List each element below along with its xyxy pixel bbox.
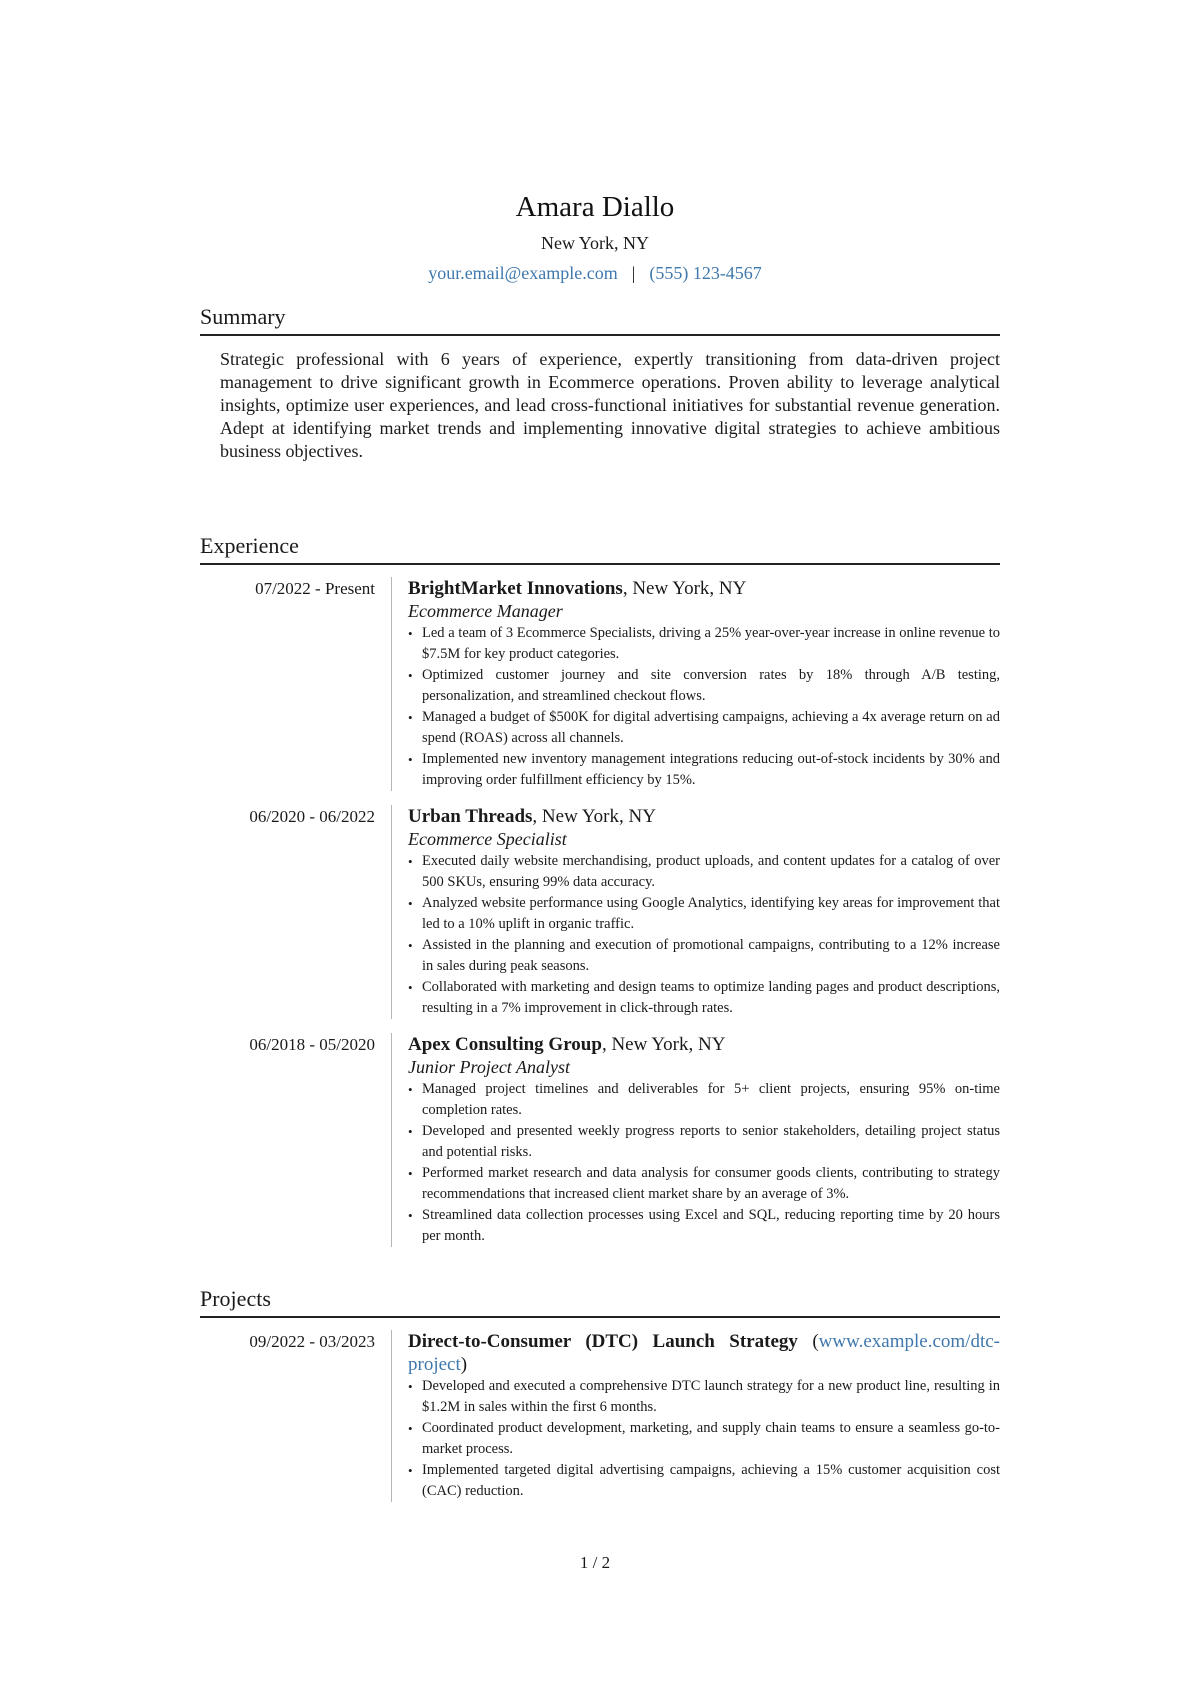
experience-entry [200,805,1000,1019]
email-link[interactable]: your.email@example.com [428,263,618,283]
bullet-item: • Developed and presented weekly progress reports to senior stakeholders, detailing project status and potential risks. [408,1121,1000,1163]
entry-dates: 06/2020 - 06/2022 [249,807,375,826]
entry-org [408,577,1000,600]
summary-section [200,302,1000,463]
bullet-item: • Developed and executed a comprehensive DTC launch strategy for a new product line, resulting in $1.2M in sales within the first 6 months. [408,1376,1000,1418]
entry-body [391,577,1000,791]
company-location: , New York, NY [532,806,656,827]
bullet-list [408,1376,1000,1502]
bullet-item: • Streamlined data collection processes using Excel and SQL, reducing reporting time by 20 hours per month. [408,1205,1000,1247]
link-open-paren: ( [797,1331,819,1352]
bullet-item: • Optimized customer journey and site conversion rates by 18% through A/B testing, personalization, and streamlined checkout flows. [408,665,1000,707]
projects-title: Projects [200,1284,1000,1318]
bullet-item: • Analyzed website performance using Google Analytics, identifying key areas for improvement that led to a 10% uplift in organic traffic. [408,893,1000,935]
experience-title: Experience [200,531,1000,565]
bullet-list [408,1079,1000,1247]
bullet-item: • Performed market research and data analysis for consumer goods clients, contributing to strategy recommendations that increased client market share by an average of 3%. [408,1163,1000,1205]
company-name: Urban Threads [408,806,533,827]
phone-link[interactable]: (555) 123-4567 [649,263,762,283]
entry-body [391,805,1000,1019]
experience-entry [200,577,1000,791]
contact-line [0,260,1190,286]
bullet-list [408,623,1000,791]
bullet-item: • Coordinated product development, marketing, and supply chain teams to ensure a seamless go-to-market process. [408,1418,1000,1460]
entry-org [408,1033,1000,1056]
page-number: 1 / 2 [579,1553,611,1572]
entry-dates: 06/2018 - 05/2020 [249,1035,375,1054]
company-location: , New York, NY [622,578,747,599]
company-name: Apex Consulting Group [408,1034,602,1055]
entry-body [391,1330,1000,1502]
project-entry [200,1330,1000,1502]
entry-org [408,805,1000,828]
experience-entry [200,1033,1000,1247]
project-heading [408,1330,1000,1376]
entry-body [391,1033,1000,1247]
experience-section [200,531,1000,1247]
bullet-item: • Assisted in the planning and execution of promotional campaigns, contributing to a 12% increase in sales during peak seasons. [408,935,1000,977]
summary-text: Strategic professional with 6 years of experience, expertly transitioning from data-driven project management to drive significant growth in Ecommerce operations. Proven ability to leverage analytical insights, optimize user experiences, and lead cross-functional initiatives for substantial revenue generation. Adept at identifying market trends and implementing innovative digital strategies to achieve ambitious business objectives. [220,349,1000,461]
bullet-item: • Implemented targeted digital advertising campaigns, achieving a 15% customer acquisition cost (CAC) reduction. [408,1460,1000,1502]
entry-dates: 09/2022 - 03/2023 [249,1332,375,1351]
bullet-item: • Managed a budget of $500K for digital advertising campaigns, achieving a 4x average return on ad spend (ROAS) across all channels. [408,707,1000,749]
job-title: Junior Project Analyst [408,1057,570,1077]
job-title: Ecommerce Specialist [408,829,567,849]
bullet-item: • Led a team of 3 Ecommerce Specialists, driving a 25% year-over-year increase in online revenue to $7.5M for key product categories. [408,623,1000,665]
bullet-item: • Executed daily website merchandising, product uploads, and content updates for a catalog of over 500 SKUs, ensuring 99% data accuracy. [408,851,1000,893]
company-location: , New York, NY [601,1034,726,1055]
entry-dates: 07/2022 - Present [255,579,375,598]
candidate-location: New York, NY [540,233,649,253]
candidate-name: Amara Diallo [515,191,675,223]
contact-separator: | [631,263,636,283]
projects-section [200,1284,1000,1502]
job-title: Ecommerce Manager [408,601,563,621]
summary-title: Summary [200,302,1000,336]
bullet-item: • Managed project timelines and deliverables for 5+ client projects, ensuring 95% on-time completion rates. [408,1079,1000,1121]
project-name: Direct-to-Consumer (DTC) Launch Strategy [408,1331,798,1352]
resume-header [0,188,1190,286]
project-link[interactable]: www.example.com/dtc-project [408,1331,1000,1375]
company-name: BrightMarket Innovations [408,578,623,599]
bullet-item: • Implemented new inventory management integrations reducing out-of-stock incidents by 30% and improving order fulfillment efficiency by 15%. [408,749,1000,791]
link-close-paren: ) [460,1354,468,1375]
bullet-list [408,851,1000,1019]
bullet-item: • Collaborated with marketing and design teams to optimize landing pages and product descriptions, resulting in a 7% improvement in click-through rates. [408,977,1000,1019]
